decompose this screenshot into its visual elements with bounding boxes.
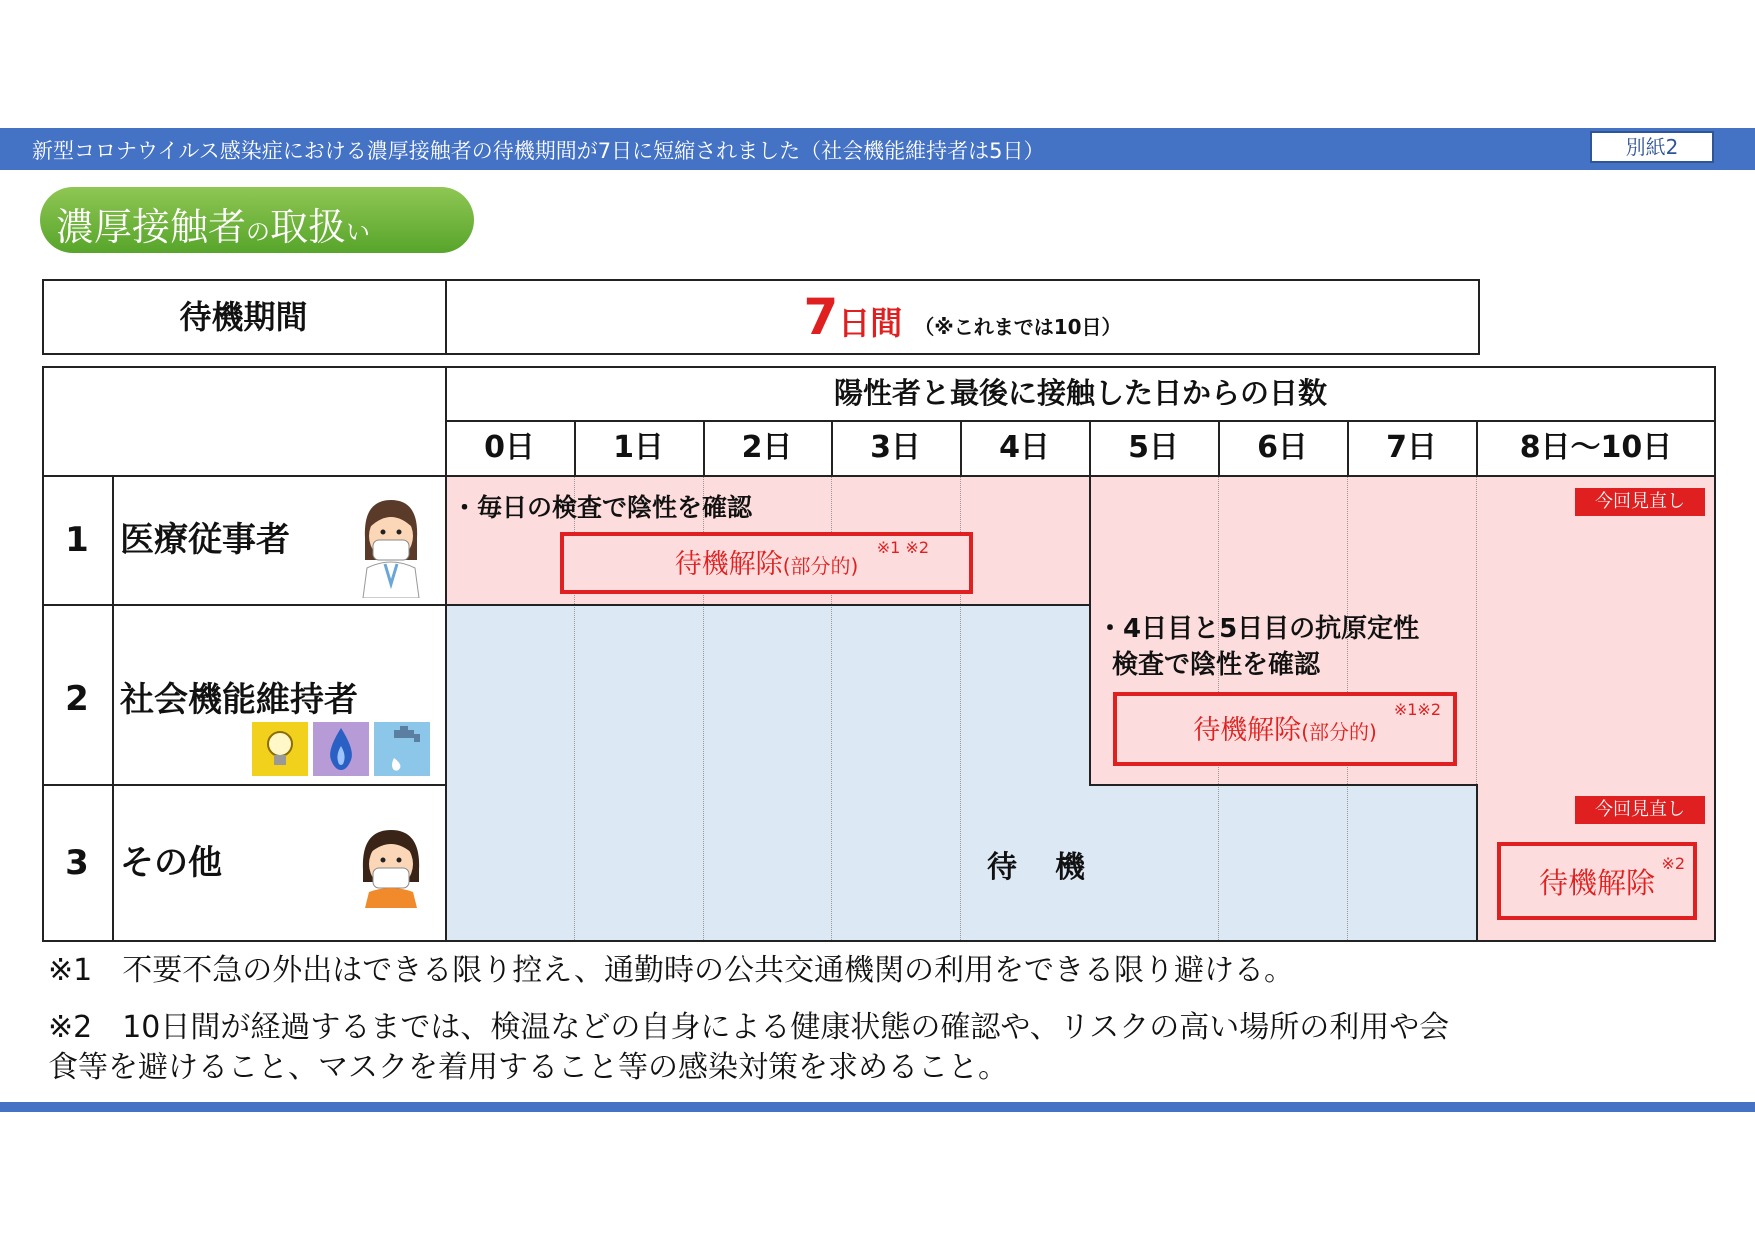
medical-release-marks: ※1 ※2 (876, 538, 929, 557)
day-header: 8日～10日 (1519, 430, 1673, 465)
day-header: 2日 (741, 430, 793, 465)
header-bar (0, 128, 1755, 170)
row-label-social: 社会機能維持者 (120, 680, 358, 720)
lightbulb-icon (252, 722, 308, 776)
row-label-others: その他 (120, 843, 222, 883)
waiting-days-number: 7 (803, 288, 839, 346)
waiting-period-label: 待機期間 (179, 298, 308, 336)
day-header: 6日 (1257, 430, 1308, 465)
others-release-marks: ※2 (1661, 854, 1685, 873)
table-line (1089, 784, 1476, 786)
waiting-days-unit: 日間 (838, 304, 903, 342)
medical-note: ・毎日の検査で陰性を確認 (452, 493, 753, 522)
revised-badge: 今回見直し (1575, 488, 1705, 516)
social-release-box (1113, 692, 1457, 766)
section-title: 濃厚接触者の取扱い (56, 205, 371, 249)
bottom-bar (0, 1102, 1755, 1112)
social-release-partial: (部分的) (1301, 720, 1377, 744)
waiting-label: 待 機 (987, 850, 1089, 885)
footnote-2-line1: ※2 10日間が経過するまでは、検温などの自身による健康状態の確認や、リスクの高い場所の利用や会 (48, 1010, 1450, 1045)
day-header: 1日 (613, 430, 664, 465)
section-title-pill (40, 187, 474, 253)
waiting-period-value (445, 279, 1480, 355)
others-release-label: 待機解除 (1538, 866, 1655, 900)
gas-flame-icon (313, 722, 369, 776)
day-header: 0日 (484, 430, 535, 465)
table-line (42, 604, 1089, 606)
header-title: 新型コロナウイルス感染症における濃厚接触者の待機期間が7日に短縮されました（社会機能維持者は5日） (32, 139, 1045, 163)
social-note-line2: 検査で陰性を確認 (1112, 650, 1321, 680)
table-line (1476, 784, 1478, 942)
day-header: 5日 (1128, 430, 1179, 465)
medical-release-box (560, 532, 973, 594)
social-release-marks: ※1※2 (1393, 700, 1441, 719)
footnote-2-line2: 食等を避けること、マスクを着用すること等の感染対策を求めること。 (48, 1050, 1008, 1085)
others-release-box (1497, 842, 1697, 920)
nurse-with-mask-icon (355, 494, 427, 598)
medical-release-partial: (部分的) (782, 554, 859, 578)
footnote-1: ※1 不要不急の外出はできる限り控え、通勤時の公共交通機関の利用をできる限り避ける。 (48, 953, 1295, 988)
row-label-medical: 医療従事者 (120, 520, 290, 560)
social-release-label: 待機解除 (1193, 715, 1302, 746)
days-header: 陽性者と最後に接触した日からの日数 (833, 376, 1327, 410)
day-header: 7日 (1386, 430, 1437, 465)
previous-period-note: （※これまでは10日） (914, 315, 1122, 339)
social-note-line1: ・4日目と5日目の抗原定性 (1097, 614, 1420, 644)
row-number: 3 (65, 843, 89, 883)
day-header: 3日 (870, 430, 921, 465)
table-line (112, 476, 114, 942)
person-with-mask-icon (355, 824, 427, 908)
medical-release-label: 待機解除 (674, 549, 783, 580)
water-faucet-icon (374, 722, 430, 776)
table-line (1089, 476, 1091, 784)
day-header: 4日 (999, 430, 1050, 465)
row-number: 2 (65, 679, 89, 719)
attachment-label: 別紙2 (1590, 131, 1714, 163)
revised-badge: 今回見直し (1575, 796, 1705, 824)
table-line (42, 475, 1716, 477)
row-number: 1 (65, 520, 89, 560)
